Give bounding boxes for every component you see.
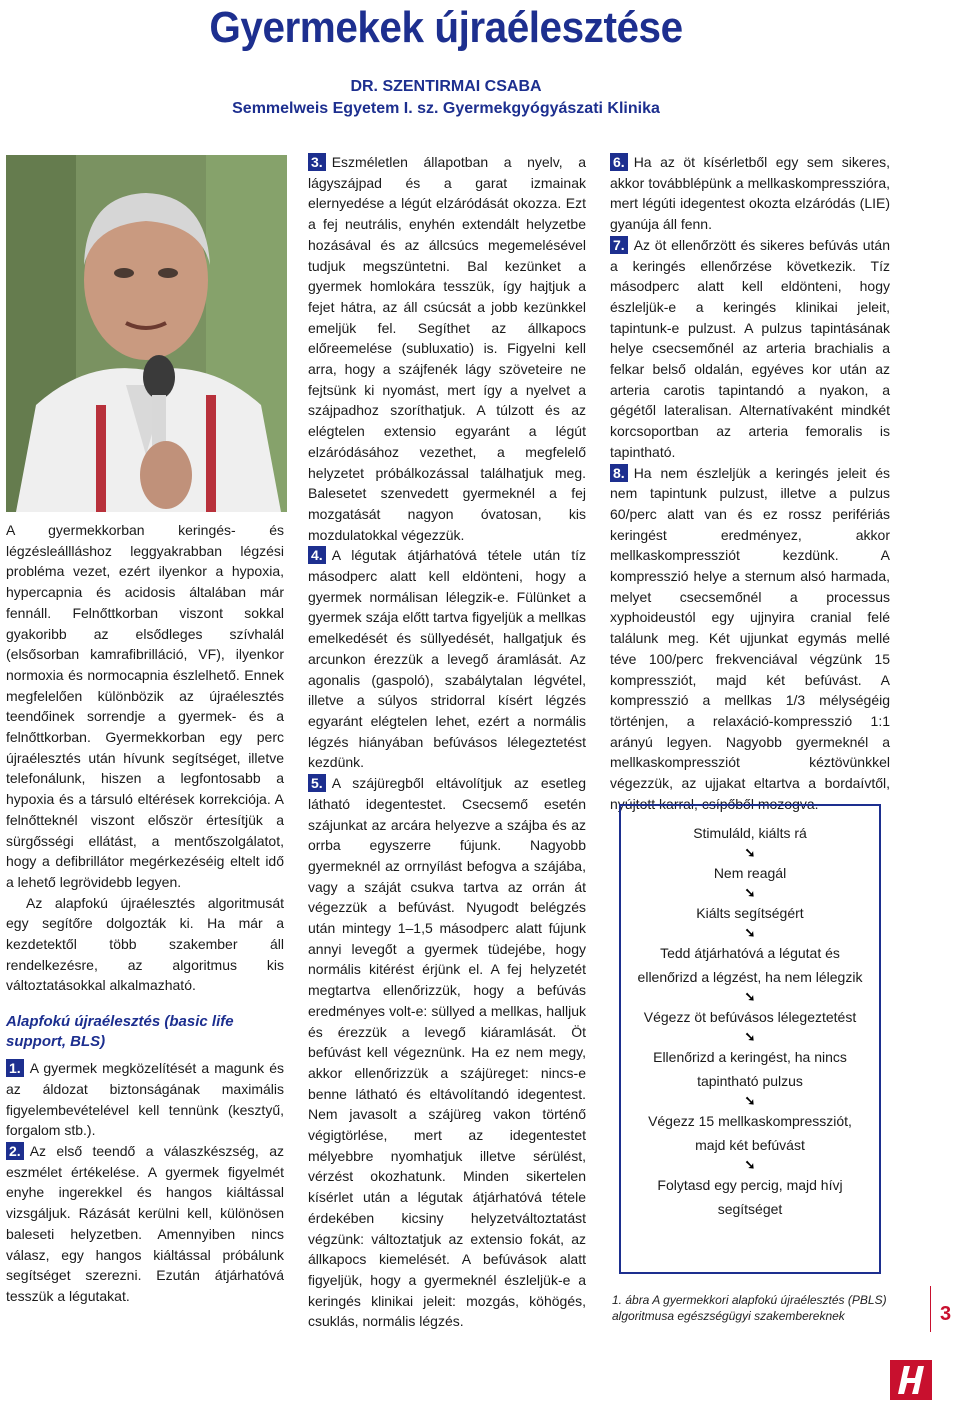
algorithm-step: Tedd átjárhatóvá a légutat és ellenőrizd a légzést, ha nem lélegzik xyxy=(637,945,863,985)
intro-paragraph-2: Az alapfokú újraélesztés algoritmusát egy segítőre dolgozták ki. Ha már a kezdetektől több szakember áll rendelkezésre, az algoritmus kis változtatásokkal alkalmazható. xyxy=(6,894,284,994)
author-photo-illustration xyxy=(6,155,287,512)
step-text: A gyermek megközelítését a magunk és az áldozat biztonságának maximális figyelembevételével kell tennünk (kesztyű, forgalom stb.). xyxy=(6,1060,284,1139)
column-middle xyxy=(308,152,586,1332)
down-arrow-icon: ➘ xyxy=(744,1029,756,1044)
step-number-badge: 6. xyxy=(610,153,628,171)
step-text: A szájüregből eltávolítjuk az esetleg látható idegentestet. Csecsemő esetén szájunkat az arcára helyezve a szájba és az orrba egyszerre fújunk. Nagyobb gyermeknél az orrnyílást befogva a szájába, vagy a száját csukva tartva az orrán át végezzük a befúvást. Nyugodt belégzés után mintegy 1–1,5 másodperc alatt fújunk annyi levegőt a gyermek tüdejébe, hogy normális kitérést érjünk el. A fej helyzetét megtartva ellenőrizzük, hogy a befúvás eredményes volt-e: süllyed a mellkas, halljuk és érezzük a levegő kiáramlását. Öt befúvást kell végeznünk. Ha ez nem megy, akkor ellenőrizzük a szájüreget: nincs-e benne látható és eltávolítandó idegentest. Nem javasolt a szájüreg vakon történő végigtörlése, mert az idegentestet mélyebbre nyomhatjuk illetve sérülést, vérzést okozhatunk. Minden sikertelen kísérlet után a légutak átjárhatóvá tétele érdekében kicsiny helyzetváltoztatást végzünk: változtatjuk az extensio fokát, az állkapocs kiemelését. A befúvások alatt figyeljük, hogy a gyermeknél észleljük-e a keringés klinikai jeleit: mozgás, köhögés, csuklás, normális légzés. xyxy=(308,775,586,1330)
journal-logo xyxy=(890,1360,932,1400)
column-left xyxy=(6,520,284,1307)
step-6 xyxy=(610,152,890,235)
step-text: Az első teendő a válaszkészség, az eszmélet értékelése. A gyermek figyelmét enyhe ingerekkel és hangos kiáltással vizsgáljuk. Rázását kerülni kell, különösen baleseti helyzetben. Amennyiben nincs válasz, egy hangos kiáltással próbálunk segítséget szerezni. Ezután átjárhatóvá tesszük a légutakat. xyxy=(6,1142,284,1304)
article-title: Gyermekek újraélesztése xyxy=(209,3,683,52)
page-number-rule xyxy=(930,1286,931,1332)
down-arrow-icon: ➘ xyxy=(744,845,756,860)
step-4 xyxy=(308,545,586,773)
algorithm-step: Folytasd egy percig, majd hívj segítséget xyxy=(657,1177,843,1217)
author-photo xyxy=(6,155,287,512)
step-5 xyxy=(308,773,586,1332)
step-text: Az öt ellenőrzött és sikeres befúvás után a keringés ellenőrzése következik. Tíz másodperc alatt kell eldönteni, hogy észleljük-e a keringés klinikai jeleit, tapintunk-e pulzust. A pulzus tapintásának helye csecsemőnél az arteria brachialis a felkar belső oldalán, egyéves kor után az arteria carotis tapintandó a nyakon, a gégétől lateralisan. Alternatívaként mindkét korcsoportban az arteria femoralis is tapintható. xyxy=(610,236,890,460)
author-name: DR. SZENTIRMAI CSABA xyxy=(350,78,542,95)
down-arrow-icon: ➘ xyxy=(744,1157,756,1172)
author-block xyxy=(176,76,716,120)
step-number-badge: 3. xyxy=(308,153,326,171)
algorithm-step: Ellenőrizd a keringést, ha nincs tapintható pulzus xyxy=(653,1049,847,1089)
step-2 xyxy=(6,1141,284,1307)
step-1 xyxy=(6,1058,284,1141)
step-number-badge: 8. xyxy=(610,464,628,482)
down-arrow-icon: ➘ xyxy=(744,885,756,900)
algorithm-step: Végezz 15 mellkaskompressziót, majd két befúvást xyxy=(648,1113,852,1153)
algorithm-step: Kiálts segítségért xyxy=(696,905,804,921)
column-right xyxy=(610,152,890,815)
figure-caption: 1. ábra A gyermekkori alapfokú újraélesztés (PBLS) algoritmusa egészségügyi szakembereknek xyxy=(612,1293,887,1323)
step-8 xyxy=(610,463,890,815)
step-number-badge: 4. xyxy=(308,546,326,564)
step-text: A légutak átjárhatóvá tétele után tíz másodperc alatt kell eldönteni, hogy a gyermek normálisan lélegzik-e. Fülünket a gyermek szája előtt tartva figyeljük a mellkas emelkedését és süllyedését, hallgatjuk és arcunkon érezzük a levegő áramlását. Az agonalis (gaspoló), szabálytalan légvétel, illetve a súlyos stridorral kísért légzés egyaránt elégtelen lehet, ezért a normális légzés hiányában befúvásos lélegeztetést kezdünk. xyxy=(308,547,586,771)
down-arrow-icon: ➘ xyxy=(744,925,756,940)
section-heading: Alapfokú újraélesztés (basic life support, BLS) xyxy=(6,1013,234,1051)
step-number-badge: 2. xyxy=(6,1142,24,1160)
down-arrow-icon: ➘ xyxy=(744,1093,756,1108)
author-affiliation: Semmelweis Egyetem I. sz. Gyermekgyógyászati Klinika xyxy=(232,100,660,117)
step-7 xyxy=(610,235,890,463)
down-arrow-icon: ➘ xyxy=(744,989,756,1004)
step-number-badge: 1. xyxy=(6,1059,24,1077)
step-text: Ha az öt kísérletből egy sem sikeres, akkor továbblépünk a mellkaskompresszióra, mert légúti idegentest okozta elzáródás (LIE) gyanúja áll fenn. xyxy=(610,154,890,233)
algorithm-step: Végezz öt befúvásos lélegeztetést xyxy=(643,1009,857,1025)
pbls-algorithm-box xyxy=(619,804,881,1274)
intro-paragraph-1: A gyermekkorban keringés- és légzésleállláshoz leggyakrabban légzési probléma vezet, ezért ilyenkor a hypoxia, hypercapnia és acidosis általában már fennáll. Felnőttkorban viszont sokkal gyakoribb az elsődleges szívhalál (elsősorban kamrafibrilláció, VF), ilyenkor normoxia és normocapnia észlelhető. Ennek megfelelően különbözik az újraélesztés teendőinek sorrendje a gyermek- és a felnőttkorban. Gyermekkorban egy perc újraélesztés után hívunk segítséget, illetve telefonálunk, hiszen a legfontosabb a hypoxia és a társuló eltérések korrekciója. A felnőtteknél viszont először értesítjük a sürgősségi ellátást, a mentőszolgálatot, hogy a defibrillátor megérkezéséig eltelt idő a lehető legrövidebb legyen. xyxy=(6,522,284,890)
algorithm-step: Stimuláld, kiálts rá xyxy=(693,825,807,841)
journal-logo-mark xyxy=(890,1360,932,1400)
step-number-badge: 5. xyxy=(308,774,326,792)
step-3 xyxy=(308,152,586,545)
step-text: Eszméletlen állapotban a nyelv, a lágyszájpad és a garat izmainak elernyedése a légút elzáródását okozza. Ezt a fej neutrális, enyhén extendált helyzetbe hozásával és az állcsúcs megemelésével tudjuk megszüntetni. Bal kezünket a gyermek homlokára tesszük, így hajtjuk a fejet hátra, az áll csúcsát a jobb kezünkkel emeljük fel. Segíthet az állkapocs előreemelése (subluxatio) is. Figyelni kell arra, hogy a szájfenék lágy szöveteire ne fejtsünk ki nyomást, mert így a nyelvet a szájpadhoz szoríthatjuk. A túlzott és az elégtelen extensio egyaránt a légút elzáródásához vezethet, a megfelelő helyzetet próbálkozással találhatjuk meg. Balesetet szenvedett gyermeknél a fej mozgatását nagyon óvatosan, kis mozdulatokkal végezzük. xyxy=(308,154,586,543)
page-number: 3 xyxy=(940,1303,952,1325)
step-number-badge: 7. xyxy=(610,236,628,254)
algorithm-step: Nem reagál xyxy=(713,865,787,881)
step-text: Ha nem észleljük a keringés jeleit és nem tapintunk pulzust, illetve a pulzus 60/perc alatt van és ez rossz perifériás keringést eredményez, akkor mellkaskompressziót kezdünk. A kompresszió helye a sternum alsó harmada, melyet csecsemőnél a processus xyphoideustól egy ujjnyira cranial felé találunk meg. Két ujjunkat egymás mellé téve 100/perc frekvenciával végzünk 15 kompressziót, majd két befúvást. A kompresszió a mellkas 1/3 mélységéig történjen, a relaxáció-kompresszió 1:1 arányú legyen. Nagyobb gyermeknél a mellkaskompressziót kéztövünkkel végezzük, az ujjakat eltartva a bordaívtől, nyújtott karral, csípőből mozogva. xyxy=(610,464,890,812)
